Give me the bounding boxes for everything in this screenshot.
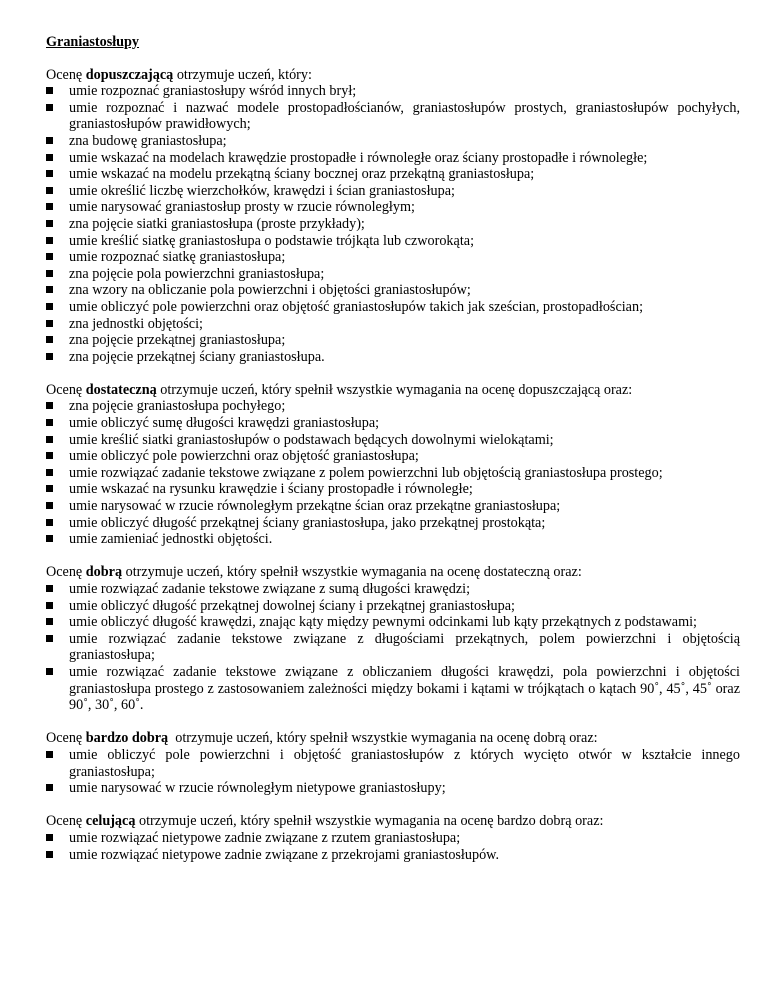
list-item: umie obliczyć pole powierzchni oraz objętość graniastosłupa; [46, 448, 740, 465]
list-item: zna wzory na obliczanie pola powierzchni i objętości graniastosłupów; [46, 282, 740, 299]
list-item: zna pojęcie przekątnej ściany graniastosłupa. [46, 349, 740, 366]
grade-section [46, 730, 740, 796]
grade-section [46, 564, 740, 713]
intro-suffix: otrzymuje uczeń, który spełnił wszystkie wymagania na ocenę bardzo dobrą oraz: [135, 813, 604, 830]
grade-name: bardzo dobrą [85, 730, 169, 747]
intro-prefix: Ocenę [46, 813, 86, 830]
list-item: umie rozpoznać graniastosłupy wśród innych brył; [46, 83, 740, 100]
list-item: umie zamieniać jednostki objętości. [46, 531, 740, 548]
section-intro [46, 382, 740, 399]
list-item: umie wskazać na rysunku krawędzie i ściany prostopadłe i równoległe; [46, 481, 740, 498]
list-item: umie kreślić siatki graniastosłupów o podstawach będących dowolnymi wielokątami; [46, 432, 740, 449]
grade-name: dopuszczającą [85, 66, 174, 83]
list-item: zna pojęcie pola powierzchni graniastosłupa; [46, 266, 740, 283]
grade-name: celującą [85, 813, 136, 830]
grade-name: dobrą [85, 564, 123, 581]
requirements-list [46, 581, 740, 714]
list-item: umie rozpoznać siatkę graniastosłupa; [46, 249, 740, 266]
intro-prefix: Ocenę [46, 381, 86, 398]
intro-prefix: Ocenę [46, 730, 86, 747]
list-item: zna budowę graniastosłupa; [46, 133, 740, 150]
list-item: umie narysować graniastosłup prosty w rzucie równoległym; [46, 199, 740, 216]
grade-section [46, 382, 740, 548]
list-item: umie wskazać na modelu przekątną ściany bocznej oraz przekątną graniastosłupa; [46, 166, 740, 183]
list-item: umie narysować w rzucie równoległym nietypowe graniastosłupy; [46, 780, 740, 797]
list-item: umie rozwiązać zadanie tekstowe związane z polem powierzchni lub objętością graniastosłupa prostego; [46, 465, 740, 482]
list-item: umie obliczyć długość przekątnej dowolnej ściany i przekątnej graniastosłupa; [46, 598, 740, 615]
grade-sections [46, 67, 740, 864]
section-intro [46, 730, 740, 747]
intro-suffix: otrzymuje uczeń, który: [173, 66, 312, 83]
list-item: umie obliczyć długość krawędzi, znając kąty między pewnymi odcinkami lub kąty przekątnych z podstawami; [46, 614, 740, 631]
intro-prefix: Ocenę [46, 66, 86, 83]
intro-suffix: otrzymuje uczeń, który spełnił wszystkie wymagania na ocenę dobrą oraz: [168, 730, 598, 747]
list-item: umie obliczyć pole powierzchni i objętość graniastosłupów z których wycięto otwór w kształcie innego graniastosłupa; [46, 747, 740, 780]
list-item: umie rozwiązać nietypowe zadnie związane z rzutem graniastosłupa; [46, 830, 740, 847]
grade-section [46, 813, 740, 863]
grade-name: dostateczną [85, 381, 157, 398]
list-item: umie narysować w rzucie równoległym przekątne ścian oraz przekątne graniastosłupa; [46, 498, 740, 515]
requirements-list [46, 830, 740, 863]
requirements-list [46, 83, 740, 365]
list-item: umie obliczyć sumę długości krawędzi graniastosłupa; [46, 415, 740, 432]
intro-prefix: Ocenę [46, 564, 86, 581]
intro-suffix: otrzymuje uczeń, który spełnił wszystkie wymagania na ocenę dopuszczającą oraz: [156, 381, 633, 398]
section-intro [46, 564, 740, 581]
list-item: umie rozwiązać zadanie tekstowe związane z obliczaniem długości krawędzi, pola powierzchni i objętości graniastosłupa prostego z zastosowaniem zależności między bokami i kątami w trójkątach o kątach 90˚, 45˚, 45˚ oraz 90˚, 30˚, 60˚. [46, 664, 740, 714]
section-intro [46, 813, 740, 830]
requirements-list [46, 747, 740, 797]
list-item: umie obliczyć długość przekątnej ściany graniastosłupa, jako przekątnej prostokąta; [46, 515, 740, 532]
list-item: umie rozwiązać zadanie tekstowe związane z sumą długości krawędzi; [46, 581, 740, 598]
list-item: umie rozwiązać nietypowe zadnie związane z przekrojami graniastosłupów. [46, 847, 740, 864]
intro-suffix: otrzymuje uczeń, który spełnił wszystkie wymagania na ocenę dostateczną oraz: [122, 564, 582, 581]
list-item: zna jednostki objętości; [46, 316, 740, 333]
document-title: Graniastosłupy [46, 34, 140, 50]
list-item: zna pojęcie graniastosłupa pochyłego; [46, 398, 740, 415]
list-item: umie rozpoznać i nazwać modele prostopadłościanów, graniastosłupów prostych, graniastosłupów pochyłych, graniastosłupów prawidłowych; [46, 100, 740, 133]
list-item: umie obliczyć pole powierzchni oraz objętość graniastosłupów takich jak sześcian, prostopadłościan; [46, 299, 740, 316]
list-item: zna pojęcie siatki graniastosłupa (proste przykłady); [46, 216, 740, 233]
list-item: umie określić liczbę wierzchołków, krawędzi i ścian graniastosłupa; [46, 183, 740, 200]
list-item: zna pojęcie przekątnej graniastosłupa; [46, 332, 740, 349]
list-item: umie rozwiązać zadanie tekstowe związane z długościami przekątnych, polem powierzchni i objętością graniastosłupa; [46, 631, 740, 664]
list-item: umie kreślić siatkę graniastosłupa o podstawie trójkąta lub czworokąta; [46, 233, 740, 250]
list-item: umie wskazać na modelach krawędzie prostopadłe i równoległe oraz ściany prostopadłe i równoległe; [46, 150, 740, 167]
requirements-list [46, 398, 740, 547]
section-intro [46, 67, 740, 84]
document-page [46, 34, 740, 880]
grade-section [46, 67, 740, 366]
